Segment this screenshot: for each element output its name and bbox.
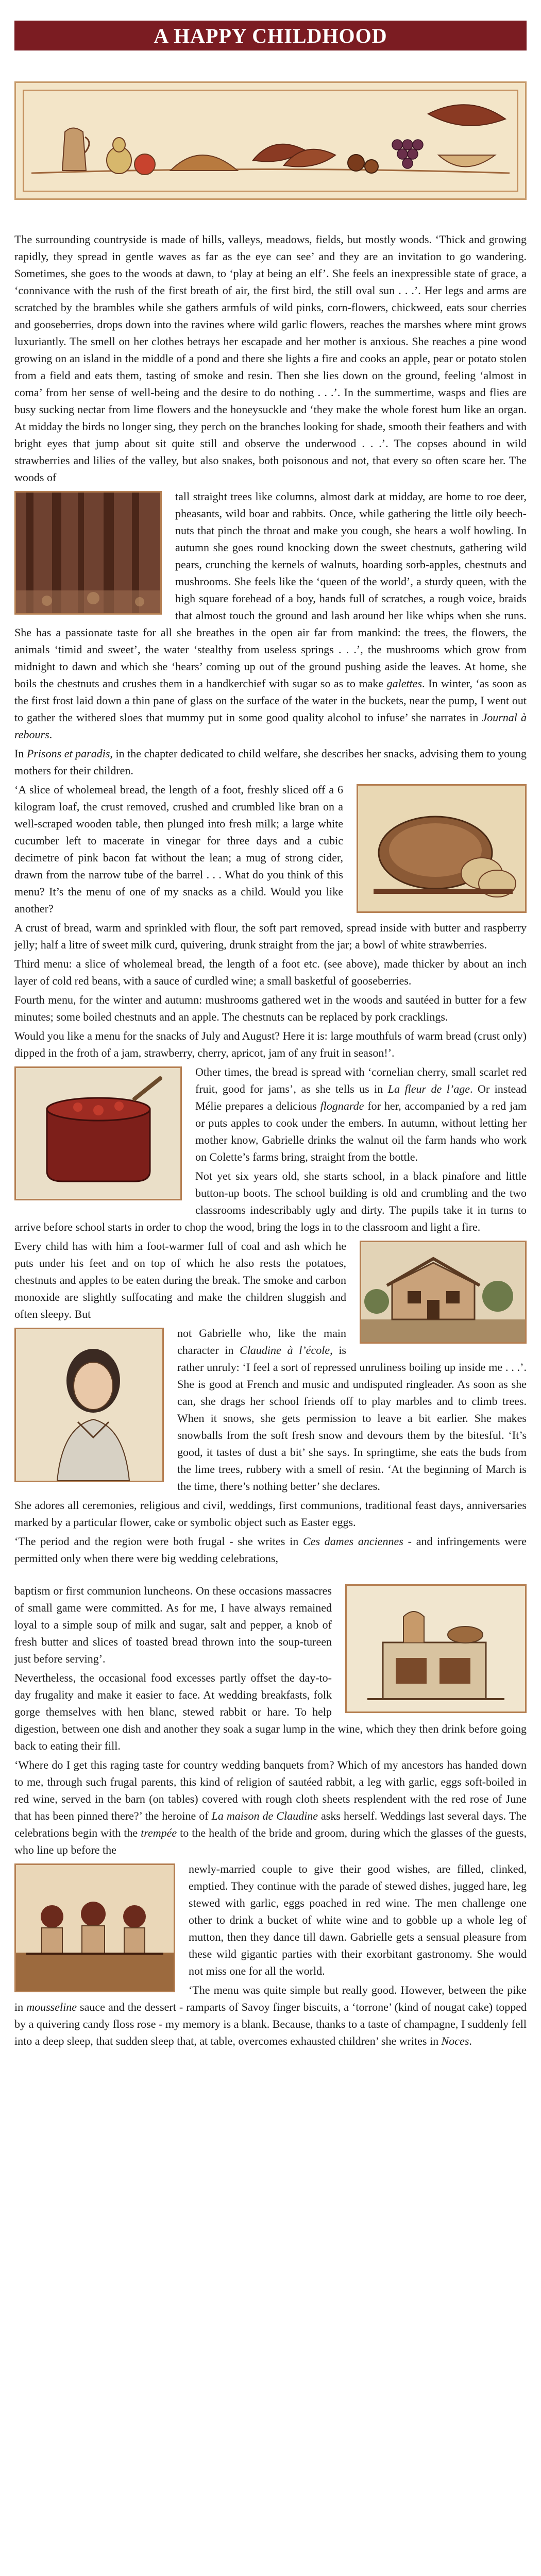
forest-illustration xyxy=(14,491,162,615)
frugal-intro: ‘The period and the region were both frugal - she writes in xyxy=(14,1535,299,1548)
paragraph-snack-2: A crust of bread, warm and sprinkled with flour, the soft part removed, spread inside with butter and raspberry jelly; half a litre of sweet milk curd, quivering, drunk straight from the jar; a bowl of white strawberries. xyxy=(14,921,527,951)
trempee-term: trempée xyxy=(141,1826,177,1839)
journal-title: Journal à rebours xyxy=(14,711,527,741)
paragraph-snack-1: ‘A slice of wholemeal bread, the length of a foot, freshly sliced off a 6 kilogram loaf, the crust removed, crushed and crumbled like bran on a well-scraped wooden table, then plunged into fresh milk; a large white cucumber left to macerate in vinegar for three days and a cubic decimetre of pink bacon fat without the lean; a mug of strong cider, drawn from the narrow tube of the barrel . . . What do you think of this menu? It’s the menu of one of my snacks as a child. Would you like another? xyxy=(14,783,343,915)
maison-title: La maison de Claudine xyxy=(211,1809,318,1822)
melie-text: . Or instead Mélie prepares a delicious xyxy=(195,1082,527,1112)
article-body xyxy=(14,231,527,2052)
paragraph-baptism: baptism or first communion luncheons. On these occasions massacres of small game were committed. As for me, I have always remained loyal to a simple soup of milk and sugar, salt and pepper, a knob of fresh butter and slices of toasted bread thrown into the soup-tureen just before serving’. xyxy=(14,1584,332,1665)
school-illustration xyxy=(360,1241,527,1344)
title-bar xyxy=(14,21,527,50)
menu-intro: ‘The menu was quite simple but really good. However, between the pike in xyxy=(14,1984,527,2013)
paragraph-snack-3: Third menu: a slice of wholemeal bread, the length of a foot etc. (see above), made thicker by about an inch layer of cold red beans, with a sauce of curdled wine; a small basketful of gooseberries. xyxy=(14,957,527,987)
child-portrait-icon xyxy=(16,1329,162,1481)
frugal-text: - and infringements were permitted only when there were big wedding celebrations, xyxy=(14,1535,527,1565)
paragraph-newlyweds: newly-married couple to give their good wishes, are filled, clinked, emptied. They continue with the parade of stewed dishes, jugged hare, leg stewed with garlic, eggs poached in red wine. The men challenge one other to drink a bucket of white wine and to gobble up a whole leg of mutton, then they dance till dawn. Gabrielle gets a sensual pleasure from these wild gigantic parties with their exorbitant gastronomy. She would not miss one for all the world. xyxy=(189,1862,527,1977)
wedding-feast-icon xyxy=(16,1865,174,1991)
banner-illustration xyxy=(14,81,527,200)
celebration-text: to the health of the bride and groom, during which the glasses of the guests, who line up before the xyxy=(14,1826,527,1856)
noces-title: Noces xyxy=(441,2035,469,2047)
menu-text: sauce and the dessert - ramparts of Savoy finger biscuits, a ‘torrone’ (kind of nougat cake) topped by a quivering candy floss rose - my memory is a blank. Because, thanks to a taste of champagne, I suddenly fell into a deep sleep, that sudden sleep that, at table, overcomes exhausted children’ she writes in xyxy=(14,2001,527,2047)
embers-text: for her, accompanied by a red jam or puts apples to cook under the embers. In autumn, without letting her mother know, Gabrielle drinks the walnut oil the farm hands who work on Colette’s farms bring, straight from the bottle. xyxy=(195,1099,527,1163)
jam-illustration xyxy=(14,1066,182,1200)
paragraph-prisons xyxy=(14,745,527,779)
page xyxy=(0,21,541,2052)
prisons-intro: In xyxy=(14,747,24,760)
prisons-text: , in the chapter dedicated to child welfare, she describes her snacks, advising them to young mothers for their children. xyxy=(14,747,527,777)
paragraph-school: Not yet six years old, she starts school, in a black pinafore and little button-up boots. The school building is old and crumbling and the two classrooms indescribably ugly and dirty. The pupils take it in turns to arrive before school starts in order to chop the wood, bring the logs in to the classroom and light a fire. xyxy=(14,1170,527,1233)
forest-icon xyxy=(16,493,160,613)
mousseline-term: mousseline xyxy=(26,2001,77,2013)
cornelian-text: Other times, the bread is spread with ‘cornelian cherry, small scarlet red fruit, good for jams’, as she tells us in xyxy=(195,1065,527,1095)
paragraph-banquets xyxy=(14,1756,527,1858)
school-house-icon xyxy=(361,1242,525,1342)
kitchen-stove-icon xyxy=(347,1586,525,1711)
fleur-title: La fleur de l’age xyxy=(387,1082,470,1095)
wedding-illustration xyxy=(14,1863,175,1992)
paragraph-woods: tall straight trees like columns, almost dark at midday, are home to roe deer, pheasants, wild boar and rabbits. Once, while gathering the little oily beech-nuts that pinch the throat and make you cough, she hears a wolf howling. In autumn she goes round knocking down the sweet chestnuts, gathering wild pears, crunching the kernels of walnuts, hoarding sorb-apples, chestnuts and mushrooms. She feels like the ‘queen of the world’, a sturdy queen, with the high square forehead of a boy, hands full of scratches, a rough voice, braids that almost touch the ground and lash around her like whips when she runs. She has a passionate taste for all she breathes in the open air far from mankind: the trees, the flowers, the animals ‘timid and sweet’, the water ‘stealthy from useless springs . . .’, the mushrooms which grow from midnight to dawn and which she ‘hears’ coming up out of the ground pushing aside the leaves. At home, she boils the chestnuts and crushes them in a handkerchief with sugar so as to make galettes. In winter, ‘as soon as the first frost laid down a thin pane of glass on the surface of the water in the buckets, near the pump, I went out to gather the withered sloes that mummy put in some good quality alcohol to infuse’ she narrates in Journal à rebours. xyxy=(14,490,527,741)
flognarde-term: flognarde xyxy=(320,1099,364,1112)
paragraph-excesses: Nevertheless, the occasional food excesses partly offset the day-to-day frugality and make it easier to face. At wedding breakfasts, folk gorge themselves with hen blanc, stewed rabbit or hare. To help digestion, between one dish and another they soak a sugar lump in the wine, which they then drink before going back to eating their fill. xyxy=(14,1671,527,1752)
paragraph-snack-5: Would you like a menu for the snacks of July and August? Here it is: large mouthfuls of warm bread (crust only) dipped in the froth of a jam, strawberry, cherry, apricot, jam of any fruit in season!’. xyxy=(14,1029,527,1059)
jam-jar-icon xyxy=(16,1068,180,1199)
paragraph-foot-warmer: Every child has with him a foot-warmer full of coal and ash which he puts under his feet and on top of which he also rests the potatoes, chestnuts and apples to be eaten during the break. The smoke and carbon monoxide are slightly suffocating and make the children sluggish and often sleepy. But xyxy=(14,1240,346,1320)
gabrielle-intro: not Gabrielle who, like the main character in xyxy=(177,1327,346,1357)
weddings-text: asks herself. Weddings last several days. The celebrations begin with the xyxy=(14,1809,527,1839)
galettes-term: galettes xyxy=(386,677,422,690)
paragraph-frugal xyxy=(14,1533,527,1567)
banquets-intro: ‘Where do I get this raging taste for country wedding banquets from? Which of my ancestors has handed down to me, through such frugal parents, this kind of religion of sautéed rabbit, a leg with garlic, eggs soft-boiled in red wine, served in the barn (on tables) covered with rough cloth sheets resplendent with the red rose of June that has been pinned there?’ the heroine of xyxy=(14,1758,527,1822)
banner-still-life-icon xyxy=(16,83,525,198)
claudine-ecole-title: Claudine à l’école xyxy=(240,1344,330,1357)
menu-end: . xyxy=(469,2035,472,2047)
paragraph-snack-4: Fourth menu, for the winter and autumn: mushrooms gathered wet in the woods and sautéed in butter for a few minutes; some boiled chestnuts and an apple. The chestnuts can be replaced by pork cracklings. xyxy=(14,993,527,1023)
prisons-title: Prisons et paradis xyxy=(26,747,110,760)
stove-illustration xyxy=(345,1584,527,1713)
gabrielle-text: , is rather unruly: ‘I feel a sort of repressed unruliness boiling up inside me . . .’. She is good at French and music and undisputed ringleader. As soon as she can, she drags her school friends off to play marbles and to climb trees. When it snows, she gets permission to leave a bit earlier. She makes snowballs from the soft fresh snow and devours them by the bitesful. ‘It’s good, it tastes of dust a bit’ she says. In springtime, she eats the buds from the lime trees, rubbery with a smell of resin. ‘At the beginning of March is the time, there’s nothing better’ she declares. xyxy=(177,1344,527,1493)
child-illustration xyxy=(14,1328,164,1482)
paragraph-ceremonies: She adores all ceremonies, religious and civil, weddings, first communions, traditional feast days, anniversaries marked by a particular flower, cake or symbolic object such as Easter eggs. xyxy=(14,1499,527,1529)
woods-text: tall straight trees like columns, almost dark at midday, are home to roe deer, pheasants, wild boar and rabbits. Once, while gathering the little oily beech-nuts that pinch the throat and make you cough, she hears a wolf howling. In autumn she goes round knocking down the sweet chestnuts, gathering wild pears, crunching the kernels of walnuts, hoarding sorb-apples, chestnuts and mushrooms. She feels like the ‘queen of the world’, a sturdy queen, with the high square forehead of a boy, hands full of scratches, a rough voice, braids that almost touch the ground and lash around her like whips when she runs. She has a passionate taste for all she breathes in the open air far from mankind: the trees, the flowers, the animals ‘timid and sweet’, the water ‘stealthy from useless springs . . .’, the mushrooms which grow from midnight to dawn and which she ‘hears’ coming up out of the ground pushing aside the leaves. At home, she boils the chestnuts and crushes them in a handkerchief with sugar so as to make xyxy=(14,490,527,690)
winter-text: In winter, ‘as soon as the first frost laid down a thin pane of glass on the surface of the water in the buckets, near the pump, I went out to gather the withered sloes that mummy put in some good quality alcohol to infuse’ she narrates in xyxy=(14,677,527,724)
paragraph-countryside: The surrounding countryside is made of hills, valleys, meadows, fields, but mostly woods. ‘Thick and growing rapidly, they spread in gentle waves as far as the eye can see’ and they are an invitation to go wandering. Sometimes, she goes to the woods at dawn, to ‘play at being an elf’. She feels an inexpressible state of grace, a ‘connivance with the rush of the first breath of air, the first bird, the still oval sun . . .’. Her legs and arms are scratched by the brambles while she gathers armfuls of wild pinks, corn-flowers, chickweed, eats sour cherries and gooseberries, drops down into the ravines where wild garlic flowers, reaches the marshes where mint grows luxuriantly. The smell on her clothes betrays her escapade and her mother is anxious. She reaches a pine wood growing on an island in the middle of a pond and there she lights a fire and cooks an apple, pear or potato stolen from a field and eats them, tasting of smoke and resin. Then she lies down on the ground, feeling ‘almost in coma’ from her sense of well-being and the desire to do nothing . . .’. In the summertime, wasps and flies are busy sucking nectar from lime flowers and the honeysuckle and ‘they make the whole forest hum like an organ. At midday the birds no longer sing, they perch on the branches looking for shade, smooth their feathers and with bright eyes that jump about sit quite still and observe the underwood . . .’. The copses abound in wild strawberries and lilies of the valley, but also snakes, both poisonous and not, that every so often scare her. The woods of xyxy=(14,233,527,484)
bread-illustration xyxy=(357,784,527,913)
page-title: A HAPPY CHILDHOOD xyxy=(154,24,387,47)
dames-title: Ces dames anciennes xyxy=(303,1535,403,1548)
bread-loaf-icon xyxy=(358,786,525,911)
